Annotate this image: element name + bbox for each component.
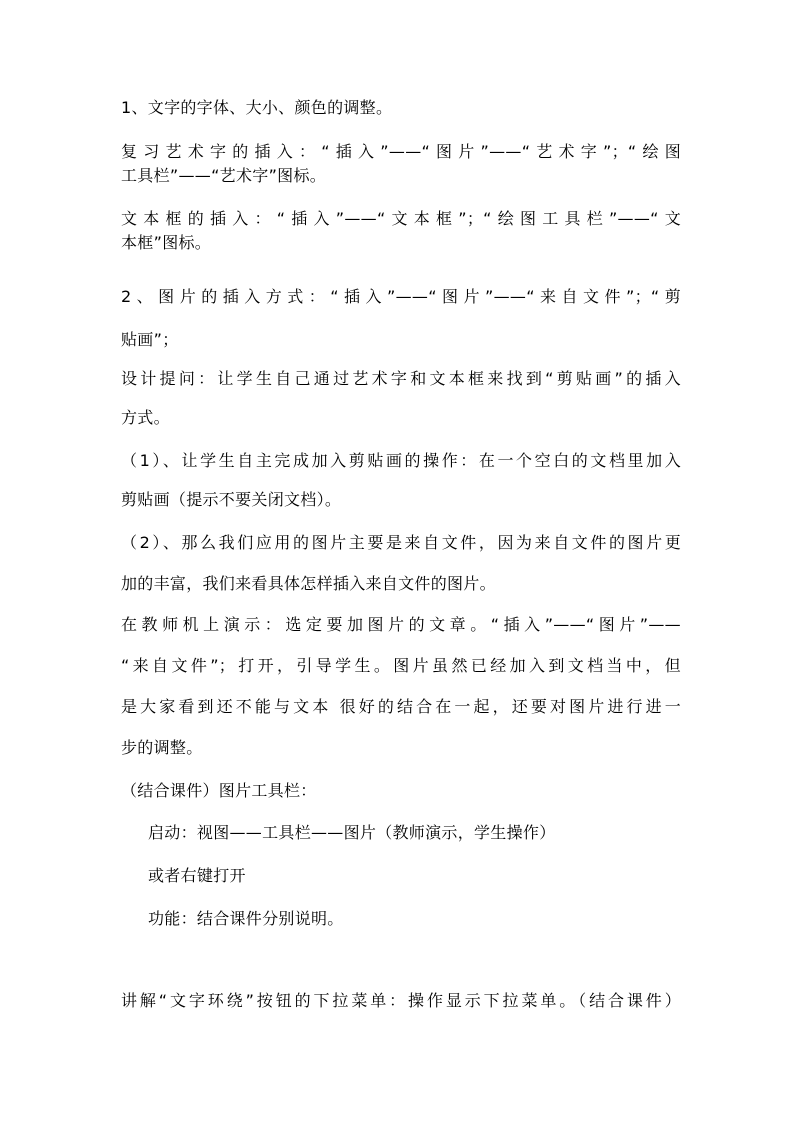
text-line: 文本框的插入：“插入”——“文本框”；“绘图工具栏”——“文	[121, 209, 681, 228]
text-line: 工具栏”——“艺术字”图标。	[121, 166, 327, 185]
text-line: （2）、那么我们应用的图片主要是来自文件，因为来自文件的图片更	[121, 533, 681, 552]
text-line: “来自文件”；打开，引导学生。图片虽然已经加入到文档当中，但	[121, 656, 681, 675]
text-line: 本框”图标。	[121, 233, 212, 252]
text-line: 功能：结合课件分别说明。	[148, 909, 344, 928]
text-line: 贴画”；	[121, 330, 179, 349]
text-line: 在教师机上演示：选定要加图片的文章。“插入”——“图片”——	[121, 615, 681, 634]
text-line: 启动：视图——工具栏——图片（教师演示，学生操作）	[148, 823, 556, 842]
text-line: 剪贴画（提示不要关闭文档）。	[121, 490, 342, 509]
text-line: 或者右键打开	[148, 866, 246, 885]
text-line: 是大家看到还不能与文本 很好的结合在一起，还要对图片进行进一	[121, 697, 681, 716]
text-line: 加的丰富，我们来看具体怎样插入来自文件的图片。	[121, 574, 496, 593]
text-line: 复习艺术字的插入：“插入”——“图片”——“艺术字”；“绘图	[121, 142, 681, 161]
text-line: 2、图片的插入方式：“插入”——“图片”——“来自文件”；“剪	[121, 287, 681, 306]
text-line: 1、文字的字体、大小、颜色的调整。	[121, 98, 393, 117]
text-line: （1）、让学生自主完成加入剪贴画的操作：在一个空白的文档里加入	[121, 451, 681, 470]
text-line: 方式。	[121, 408, 170, 427]
text-line: （结合课件）图片工具栏：	[121, 781, 317, 800]
text-line: 设计提问：让学生自己通过艺术字和文本框来找到“剪贴画”的插入	[121, 369, 681, 388]
text-line: 步的调整。	[121, 738, 203, 757]
text-line: 讲解“文字环绕”按钮的下拉菜单：操作显示下拉菜单。（结合课件）	[121, 991, 681, 1010]
